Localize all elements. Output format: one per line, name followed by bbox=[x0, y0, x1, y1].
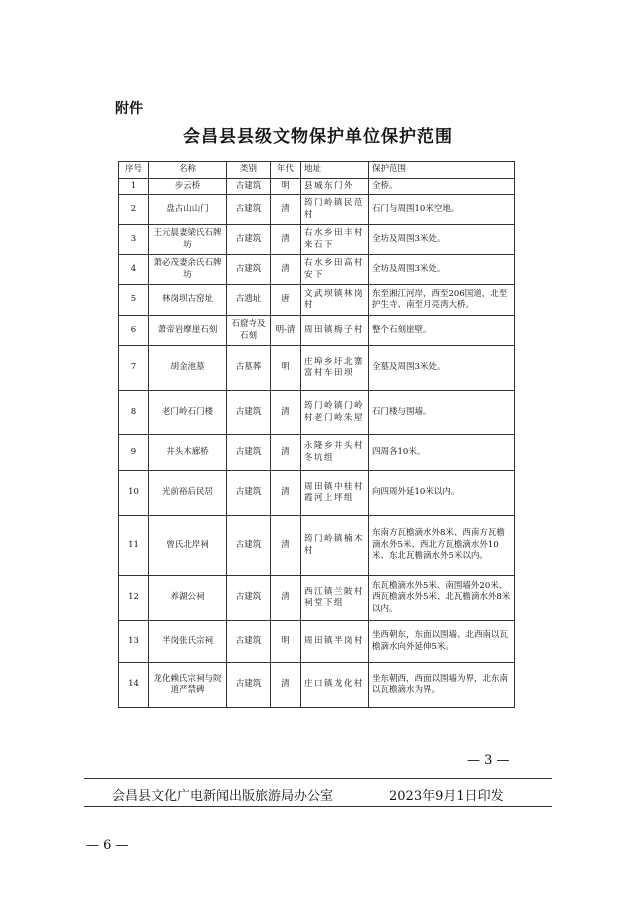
cell-category: 古建筑 bbox=[227, 435, 271, 471]
cell-name: 老门岭石门楼 bbox=[149, 391, 227, 435]
cell-address: 筠门岭镇楠木村 bbox=[301, 516, 369, 576]
cell-no: 1 bbox=[119, 179, 149, 195]
cell-category: 古建筑 bbox=[227, 255, 271, 285]
cell-address: 筠门岭镇民范村 bbox=[301, 195, 369, 225]
cell-no: 10 bbox=[119, 471, 149, 516]
cell-era: 明 bbox=[271, 179, 301, 195]
cell-name: 萧必茂妻余氏石牌坊 bbox=[149, 255, 227, 285]
cell-era: 清 bbox=[271, 225, 301, 255]
cell-range: 坐西朝东，东面以围墙、北西南以瓦檐滴水向外延伸5米。 bbox=[369, 621, 515, 663]
cell-address: 文武坝镇林岗村 bbox=[301, 285, 369, 316]
table-row bbox=[119, 346, 515, 391]
cell-name: 井头木廊桥 bbox=[149, 435, 227, 471]
cell-range: 石门与周围10米空地。 bbox=[369, 195, 515, 225]
cell-address: 周田镇半岗村 bbox=[301, 621, 369, 663]
cell-category: 古建筑 bbox=[227, 621, 271, 663]
cell-range: 东南方瓦檐滴水外8米、西南方瓦檐滴水外5米、西北方瓦檐滴水外10米、东北瓦檐滴水外5米以内。 bbox=[369, 516, 515, 576]
cell-category: 古建筑 bbox=[227, 576, 271, 621]
cell-no: 2 bbox=[119, 195, 149, 225]
cell-category: 古遗址 bbox=[227, 285, 271, 316]
cell-no: 7 bbox=[119, 346, 149, 391]
cell-name: 胡金池墓 bbox=[149, 346, 227, 391]
cell-category: 古建筑 bbox=[227, 516, 271, 576]
table-row bbox=[119, 255, 515, 285]
cell-category: 古建筑 bbox=[227, 225, 271, 255]
cell-range: 东至湘江河岸，西至206国道，北至护生寺、南至月亮湾大桥。 bbox=[369, 285, 515, 316]
cell-name: 光前裕后民居 bbox=[149, 471, 227, 516]
cell-name: 王元晨妻梁氏石牌坊 bbox=[149, 225, 227, 255]
column-header-name: 名称 bbox=[149, 162, 227, 179]
cell-address: 筠门岭镇门岭村老门岭朱屋 bbox=[301, 391, 369, 435]
cell-no: 11 bbox=[119, 516, 149, 576]
cell-range: 东瓦檐滴水外5米、南围墙外20米、西瓦檐滴水外5米、北瓦檐滴水外8米以内。 bbox=[369, 576, 515, 621]
cell-address: 周田镇梅子村 bbox=[301, 316, 369, 346]
cell-era: 清 bbox=[271, 195, 301, 225]
cell-era: 清 bbox=[271, 255, 301, 285]
table-row bbox=[119, 391, 515, 435]
cell-address: 庄埠乡圩北寨富村车田坝 bbox=[301, 346, 369, 391]
cell-no: 5 bbox=[119, 285, 149, 316]
table-row bbox=[119, 225, 515, 255]
table-row bbox=[119, 285, 515, 316]
footer-rule-bottom bbox=[84, 806, 552, 807]
cell-name: 盘古山山门 bbox=[149, 195, 227, 225]
cell-range: 坐东朝西，西面以围墙为界，北东南以瓦檐滴水为界。 bbox=[369, 663, 515, 708]
cell-era: 清 bbox=[271, 471, 301, 516]
cell-category: 古建筑 bbox=[227, 391, 271, 435]
cell-no: 8 bbox=[119, 391, 149, 435]
cell-name: 养湖公祠 bbox=[149, 576, 227, 621]
column-header-address: 地址 bbox=[301, 162, 369, 179]
cell-address: 周田镇中桂村霞河上坪组 bbox=[301, 471, 369, 516]
column-header-era: 年代 bbox=[271, 162, 301, 179]
cell-name: 林岗坝古窑址 bbox=[149, 285, 227, 316]
cell-category: 古建筑 bbox=[227, 471, 271, 516]
table-header-row bbox=[119, 162, 515, 179]
footer-rule-top bbox=[84, 778, 552, 779]
cell-category: 古墓葬 bbox=[227, 346, 271, 391]
table-row bbox=[119, 316, 515, 346]
cell-era: 明 bbox=[271, 346, 301, 391]
cell-no: 12 bbox=[119, 576, 149, 621]
cell-era: 清 bbox=[271, 663, 301, 708]
cell-era: 清 bbox=[271, 516, 301, 576]
table-row bbox=[119, 576, 515, 621]
cell-category: 古建筑 bbox=[227, 195, 271, 225]
table-row bbox=[119, 471, 515, 516]
cell-no: 9 bbox=[119, 435, 149, 471]
cell-era: 清 bbox=[271, 435, 301, 471]
table-row bbox=[119, 435, 515, 471]
cell-no: 14 bbox=[119, 663, 149, 708]
cell-category: 古建筑 bbox=[227, 179, 271, 195]
table-row bbox=[119, 663, 515, 708]
cell-range: 石门楼与围墙。 bbox=[369, 391, 515, 435]
cell-name: 龙化赖氏宗祠与院道严禁碑 bbox=[149, 663, 227, 708]
cell-range: 全坊及周围3米处。 bbox=[369, 255, 515, 285]
table-row bbox=[119, 195, 515, 225]
attachment-label: 附件 bbox=[115, 101, 143, 117]
footer-issue-date: 2023年9月1日印发 bbox=[389, 789, 504, 804]
cell-range: 向四周外延10米以内。 bbox=[369, 471, 515, 516]
cell-address: 永隆乡井头村冬坑组 bbox=[301, 435, 369, 471]
cell-era: 明-清 bbox=[271, 316, 301, 346]
cell-address: 右水乡田丰村来石下 bbox=[301, 225, 369, 255]
cell-address: 右水乡田高村安下 bbox=[301, 255, 369, 285]
cell-address: 庄口镇龙化村 bbox=[301, 663, 369, 708]
cell-category: 古建筑 bbox=[227, 663, 271, 708]
protection-range-table bbox=[118, 161, 515, 708]
table-row bbox=[119, 179, 515, 195]
cell-range: 全墓及周围3米处。 bbox=[369, 346, 515, 391]
page-number-left: — 6 — bbox=[86, 838, 129, 853]
cell-range: 整个石刻崖壁。 bbox=[369, 316, 515, 346]
cell-no: 13 bbox=[119, 621, 149, 663]
cell-era: 清 bbox=[271, 391, 301, 435]
cell-era: 清 bbox=[271, 576, 301, 621]
cell-no: 3 bbox=[119, 225, 149, 255]
table-row bbox=[119, 621, 515, 663]
cell-name: 步云桥 bbox=[149, 179, 227, 195]
cell-range: 全坊及周围3米处。 bbox=[369, 225, 515, 255]
cell-name: 萧帝岩摩崖石刻 bbox=[149, 316, 227, 346]
table-row bbox=[119, 516, 515, 576]
cell-category: 石窟寺及石刻 bbox=[227, 316, 271, 346]
cell-era: 唐 bbox=[271, 285, 301, 316]
footer-issuer: 会昌县文化广电新闻出版旅游局办公室 bbox=[112, 789, 334, 804]
column-header-range: 保护范围 bbox=[369, 162, 515, 179]
cell-address: 县城东门外 bbox=[301, 179, 369, 195]
cell-name: 半岗张氏宗祠 bbox=[149, 621, 227, 663]
table-body bbox=[119, 179, 515, 708]
cell-name: 曾氏北岸祠 bbox=[149, 516, 227, 576]
cell-era: 明 bbox=[271, 621, 301, 663]
cell-address: 西江镇兰陂村祠堂下组 bbox=[301, 576, 369, 621]
cell-no: 6 bbox=[119, 316, 149, 346]
cell-range: 四周各10米。 bbox=[369, 435, 515, 471]
column-header-no: 序号 bbox=[119, 162, 149, 179]
page-number-right: — 3 — bbox=[467, 753, 510, 768]
page-title: 会昌县县级文物保护单位保护范围 bbox=[183, 127, 453, 147]
cell-no: 4 bbox=[119, 255, 149, 285]
column-header-category: 类别 bbox=[227, 162, 271, 179]
cell-range: 全桥。 bbox=[369, 179, 515, 195]
